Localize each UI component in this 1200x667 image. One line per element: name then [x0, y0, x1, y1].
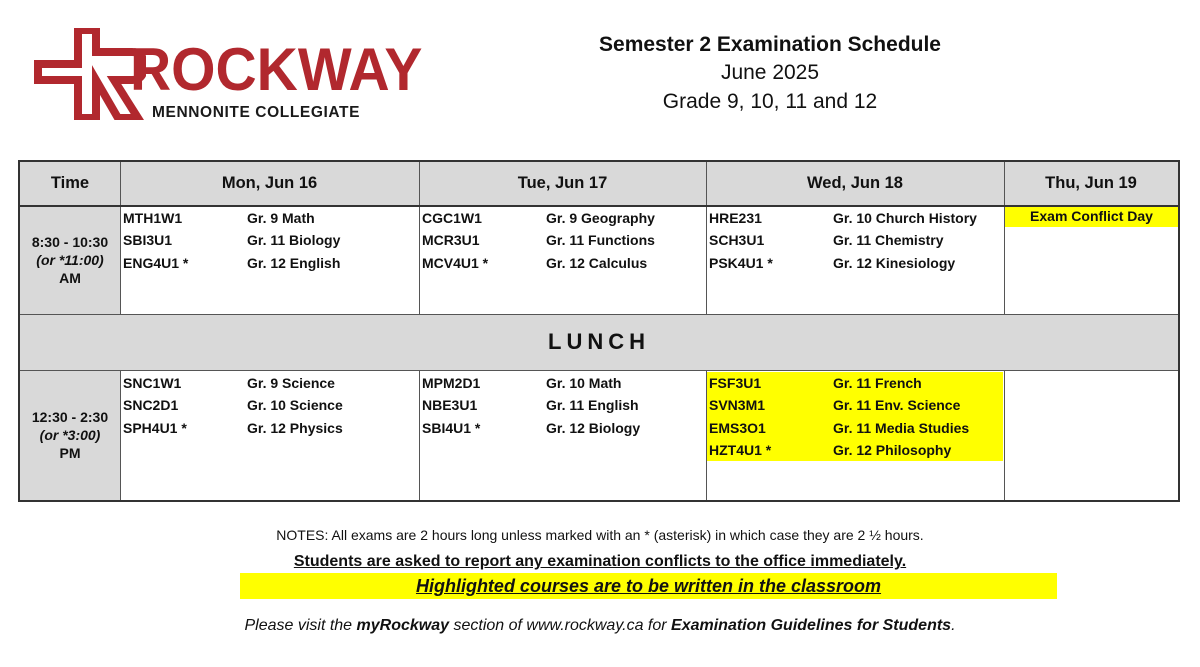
exam-conflict-day: Exam Conflict Day [1005, 206, 1178, 227]
course-row [707, 439, 1003, 461]
course-code: CGC1W1 [422, 210, 482, 226]
schedule-date: June 2025 [720, 61, 820, 84]
afternoon-wednesday-courses [707, 372, 1003, 461]
course-row [707, 229, 1003, 251]
morning-time [20, 205, 120, 314]
course-row [121, 252, 361, 274]
course-name: Gr. 11 Functions [546, 232, 655, 249]
course-row [707, 394, 1003, 416]
visit-suffix: . [951, 617, 956, 634]
course-row [121, 229, 361, 251]
grid-line [419, 162, 420, 314]
afternoon-time-period: PM [59, 445, 81, 461]
course-row [707, 417, 1003, 439]
header-time: Time [20, 162, 120, 205]
schedule-heading [520, 32, 1020, 116]
course-name: Gr. 12 Calculus [546, 254, 648, 271]
course-name: Gr. 11 Media Studies [833, 419, 970, 436]
course-name: Gr. 12 Kinesiology [833, 254, 956, 271]
visit-note [0, 617, 1200, 635]
course-name: Gr. 9 Math [247, 210, 315, 226]
course-name: Gr. 11 French [833, 375, 922, 391]
grid-line [1004, 370, 1005, 500]
course-code: MTH1W1 [123, 210, 183, 226]
course-row [420, 252, 660, 274]
course-code: HZT4U1 * [709, 441, 772, 458]
course-row [707, 207, 1003, 229]
course-code: MPM2D1 [422, 375, 481, 391]
visit-prefix: Please visit the [244, 617, 357, 634]
course-name: Gr. 9 Geography [546, 210, 655, 226]
course-row [420, 372, 660, 394]
morning-time-range: 8:30 - 10:30 [31, 233, 109, 250]
course-name: Gr. 11 Biology [247, 232, 341, 249]
course-code: SPH4U1 * [123, 419, 187, 436]
afternoon-monday-courses [121, 372, 361, 439]
afternoon-time-range: 12:30 - 2:30 [31, 409, 109, 425]
logo-wordmark: ROCKWAY [130, 36, 423, 103]
course-name: Gr. 10 Math [546, 375, 622, 391]
lunch-row: LUNCH [20, 314, 1178, 370]
course-name: Gr. 11 Env. Science [833, 397, 961, 414]
course-name: Gr. 11 English [546, 397, 639, 414]
guidelines-text: Examination Guidelines for Students [671, 617, 952, 634]
myrockway-link[interactable]: myRockway [356, 617, 450, 634]
course-name: Gr. 12 English [247, 254, 341, 271]
course-name: Gr. 12 Biology [546, 419, 641, 436]
course-code: FSF3U1 [709, 375, 762, 391]
course-row [420, 207, 660, 229]
header-wednesday: Wed, Jun 18 [706, 162, 1004, 205]
course-code: MCV4U1 * [422, 254, 489, 271]
morning-tuesday-courses [420, 207, 660, 274]
grid-line [20, 314, 1178, 315]
course-name: Gr. 10 Church History [833, 210, 977, 226]
highlight-note [240, 573, 1057, 599]
exam-schedule-table [18, 160, 1180, 502]
course-row [121, 372, 361, 394]
grid-line [120, 370, 121, 500]
grid-line [20, 205, 1178, 207]
course-row [420, 394, 660, 416]
course-row [707, 252, 1003, 274]
course-name: Gr. 9 Science [247, 375, 335, 391]
grid-line [1004, 162, 1005, 314]
grid-line [120, 162, 121, 314]
course-code: EMS3O1 [709, 419, 766, 436]
course-code: MCR3U1 [422, 232, 480, 249]
morning-wednesday-courses [707, 207, 1003, 274]
course-code: HRE231 [709, 210, 762, 226]
grid-line [20, 370, 1178, 371]
course-name: Gr. 11 Chemistry [833, 232, 944, 249]
course-code: SNC2D1 [123, 397, 179, 414]
schedule-grades: Grade 9, 10, 11 and 12 [662, 90, 878, 113]
morning-time-alt: (or *11:00) [36, 251, 104, 268]
grid-line [419, 370, 420, 500]
course-code: ENG4U1 * [123, 254, 189, 271]
course-row [121, 417, 361, 439]
course-row [420, 417, 660, 439]
course-name: Gr. 12 Physics [247, 419, 343, 436]
conflict-note [0, 553, 1200, 571]
afternoon-tuesday-courses [420, 372, 660, 439]
course-code: SNC1W1 [123, 375, 182, 391]
course-row [707, 372, 1003, 394]
grid-line [706, 162, 707, 314]
morning-time-period: AM [59, 269, 81, 286]
course-code: NBE3U1 [422, 397, 478, 414]
header-tuesday: Tue, Jun 17 [419, 162, 706, 205]
grid-line [706, 370, 707, 500]
course-code: SCH3U1 [709, 232, 765, 249]
course-row [420, 229, 660, 251]
course-row [121, 207, 361, 229]
course-row [121, 394, 361, 416]
morning-monday-courses [121, 207, 361, 274]
logo-subtitle: MENNONITE COLLEGIATE [152, 104, 361, 121]
visit-mid: section of www.rockway.ca for [449, 617, 672, 634]
schedule-title: Semester 2 Examination Schedule [599, 33, 941, 56]
rockway-logo [34, 28, 423, 124]
highlight-note-text: Highlighted courses are to be written in the classroom [415, 576, 882, 596]
course-code: SVN3M1 [709, 397, 766, 414]
duration-note: NOTES: All exams are 2 hours long unless marked with an * (asterisk) in which case they are 2 ½ hours. [276, 527, 924, 543]
header-thursday: Thu, Jun 19 [1004, 162, 1178, 205]
afternoon-time-alt: (or *3:00) [39, 427, 101, 443]
afternoon-time [20, 370, 120, 500]
course-name: Gr. 10 Science [247, 397, 343, 414]
course-code: SBI4U1 * [422, 419, 481, 436]
course-code: SBI3U1 [123, 232, 173, 249]
conflict-note-text: Students are asked to report any examination conflicts to the office immediately. [293, 553, 907, 570]
course-code: PSK4U1 * [709, 254, 773, 271]
course-name: Gr. 12 Philosophy [833, 441, 952, 458]
header-monday: Mon, Jun 16 [120, 162, 419, 205]
